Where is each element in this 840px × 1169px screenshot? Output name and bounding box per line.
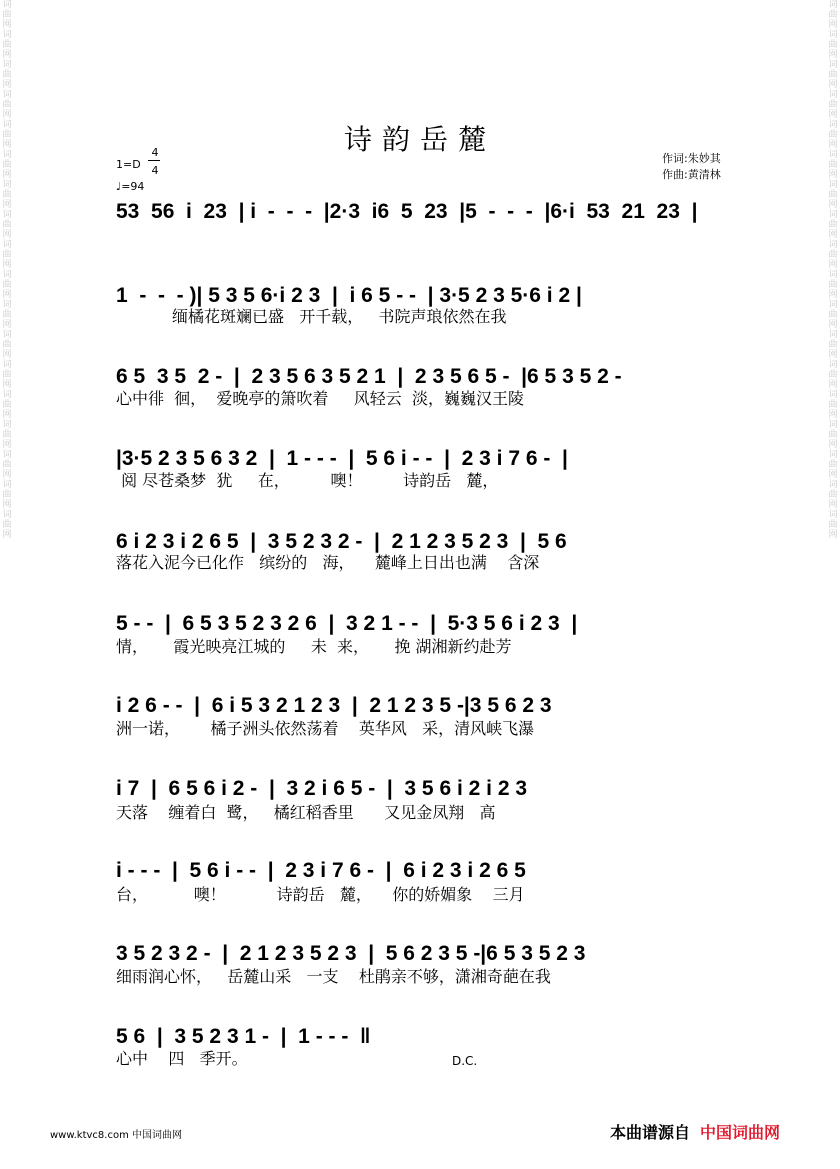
lyric-row: 落花入泥今已化作 缤纷的 海， 麓峰上日出也满 含深 — [116, 553, 540, 572]
notation-row: 53 56 i 23 | i - - - |2·3 i6 5 23 |5 - - - |6·i 53 21 23 | — [116, 200, 698, 223]
lyric-row: 阅 尽苍桑梦 犹 在， 噢！ 诗韵岳 麓， — [116, 471, 499, 490]
footer-source — [610, 1120, 780, 1143]
song-title: 诗韵岳麓 — [343, 123, 496, 156]
notation-row: 6 i 2 3 i 2 6 5 | 3 5 2 3 2 - | 2 1 2 3 5 2 3 | 5 6 — [116, 530, 567, 553]
notation-row: 5 - - | 6 5 3 5 2 3 2 6 | 3 2 1 - - | 5·3 5 6 i 2 3 | — [116, 612, 578, 635]
notation-row: 1 - - - )| 5 3 5 6·i 2 3 | i 6 5 - - | 3·5 2 3 5·6 i 2 | — [116, 284, 582, 307]
notation-row: i 7 | 6 5 6 i 2 - | 3 2 i 6 5 - | 3 5 6 i 2 i 2 3 — [116, 777, 528, 800]
lyric-row — [116, 228, 776, 250]
watermark-left: 词曲网词曲网词曲网词曲网词曲网词曲网词曲网词曲网词曲网词曲网词曲网词曲网词曲网词曲网词曲网词曲网词曲网词曲网 — [2, 0, 12, 540]
footer-source-label: 本曲谱源自 — [610, 1123, 691, 1142]
lyric-row: 情， 霞光映亮江城的 未 来， 挽 湖湘新约赴芳 — [116, 637, 512, 656]
key-signature: 1=D — [116, 158, 141, 171]
notation-row: i 2 6 - - | 6 i 5 3 2 1 2 3 | 2 1 2 3 5 -|3 5 6 2 3 — [116, 694, 552, 717]
time-bottom: 4 — [151, 164, 159, 177]
lyric-row: 缅橘花斑斓已盛 开千载， 书院声琅依然在我 — [116, 307, 507, 326]
lyric-row: 洲一诺， 橘子洲头依然荡着 英华风 采，清风峡飞瀑 — [116, 719, 535, 738]
lyric-row: 细雨润心怀， 岳麓山采 一支 杜鹃亲不够，潇湘奇葩在我 — [116, 967, 551, 986]
notation-row: i - - - | 5 6 i - - | 2 3 i 7 6 - | 6 i 2 3 i 2 6 5 — [116, 859, 526, 882]
footer-brand: 中国词曲网 — [700, 1123, 781, 1142]
lyric-row: 天落 缠着白 鹭， 橘红稻香里 又见金凤翔 高 — [116, 803, 496, 822]
time-top: 4 — [151, 146, 159, 159]
footer-url: www.ktvc8.com 中国词曲网 — [50, 1130, 183, 1141]
lyricist: 作词:朱妙其 — [662, 152, 721, 165]
composer: 作曲:黄清林 — [662, 168, 721, 181]
notation-row: |3·5 2 3 5 6 3 2 | 1 - - - | 5 6 i - - | 2 3 i 7 6 - | — [116, 447, 568, 470]
tempo-mark: ♩=94 — [116, 180, 145, 193]
notation-row: 5 6 | 3 5 2 3 1 - | 1 - - - ‖ — [116, 1025, 371, 1048]
notation-row: 6 5 3 5 2 - | 2 3 5 6 3 5 2 1 | 2 3 5 6 5 - |6 5 3 5 2 - — [116, 365, 622, 388]
notation-row: 3 5 2 3 2 - | 2 1 2 3 5 2 3 | 5 6 2 3 5 -|6 5 3 5 2 3 — [116, 942, 586, 965]
lyric-row: 心中 四 季开。 — [116, 1049, 248, 1068]
lyric-row: 台， 噢！ 诗韵岳 麓， 你的娇媚象 三月 — [116, 885, 525, 904]
time-divider — [148, 160, 160, 161]
watermark-right: 词曲网词曲网词曲网词曲网词曲网词曲网词曲网词曲网词曲网词曲网词曲网词曲网词曲网词曲网词曲网词曲网词曲网词曲网 — [828, 0, 838, 540]
lyric-row: 心中徘 徊， 爱晚亭的箫吹着 风轻云 淡，巍巍汉王陵 — [116, 389, 524, 408]
da-capo-mark: D.C. — [452, 1054, 478, 1068]
